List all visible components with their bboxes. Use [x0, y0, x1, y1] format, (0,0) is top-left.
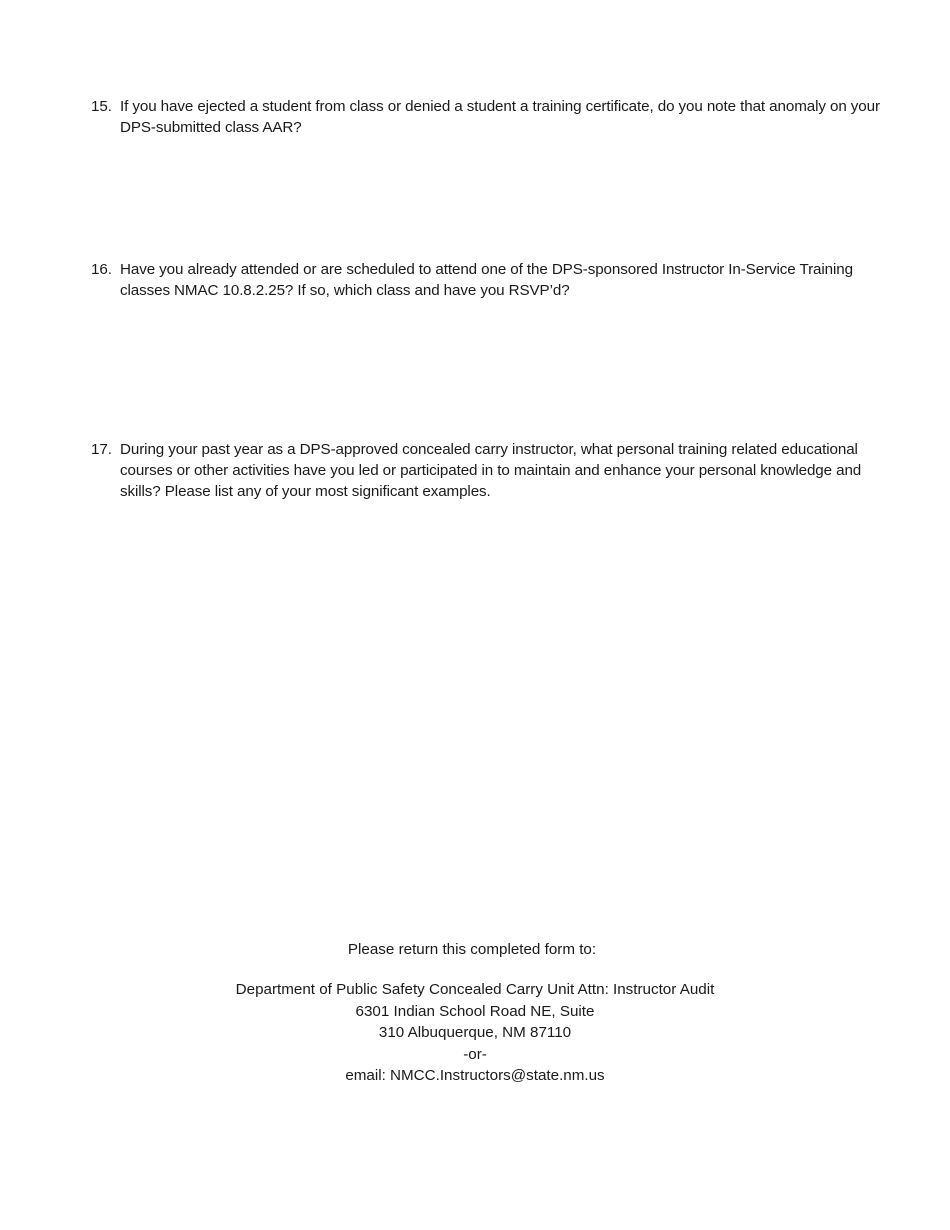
question-text: During your past year as a DPS-approved concealed carry instructor, what personal training related educational courses or other activities have you led or participated in to maintain and enhance your personal knowledge and skills? Please list any of your most significant examples. [120, 441, 862, 500]
question-number: 16. [91, 261, 112, 278]
address-separator: -or- [463, 1045, 487, 1063]
question-16 [91, 259, 881, 301]
question-17 [91, 439, 881, 502]
question-text: If you have ejected a student from class or denied a student a training certificate, do you note that anomaly on your DPS-submitted class AAR? [120, 98, 880, 136]
address-city: 310 Albuquerque, NM 87110 [378, 1024, 572, 1041]
contact-email: email: NMCC.Instructors@state.nm.us [345, 1067, 605, 1084]
question-number: 17. [91, 441, 112, 458]
question-text: Have you already attended or are scheduled to attend one of the DPS-sponsored Instructor In-Service Training classes NMAC 10.8.2.25? If so, which class and have you RSVP’d? [120, 261, 853, 299]
question-15 [91, 96, 881, 138]
return-instructions-heading: Please return this completed form to: [347, 941, 597, 958]
question-number: 15. [91, 98, 112, 115]
return-address-block [0, 979, 950, 1087]
address-department: Department of Public Safety Concealed Carry Unit Attn: Instructor Audit [235, 981, 715, 998]
address-street: 6301 Indian School Road NE, Suite [355, 1002, 595, 1020]
